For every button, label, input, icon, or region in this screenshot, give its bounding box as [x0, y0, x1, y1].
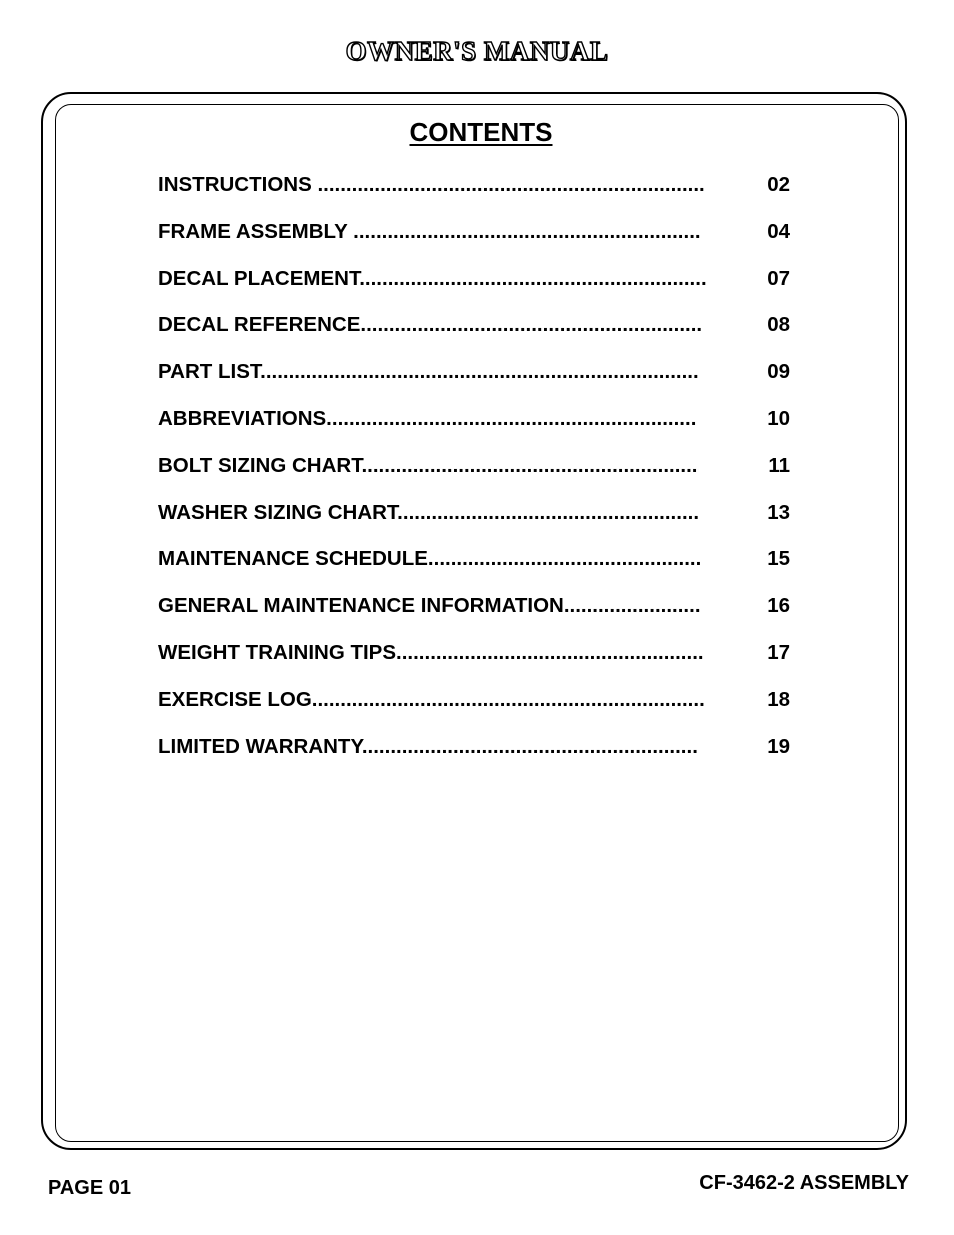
toc-entry-bolt-sizing-chart	[158, 454, 790, 501]
manual-title: OWNER'S MANUAL	[345, 36, 609, 66]
toc-entry-title: INSTRUCTIONS ....................................................................	[158, 173, 705, 196]
toc-entry-title: LIMITED WARRANTY...........................................................	[158, 734, 698, 758]
toc-entry-page: 04	[767, 219, 790, 243]
toc-entry-title: FRAME ASSEMBLY .............................................................	[158, 219, 701, 243]
toc-entry-page: 11	[768, 453, 790, 477]
toc-entry-title: BOLT SIZING CHART...........................................................	[158, 453, 698, 477]
contents-heading: CONTENTS	[409, 117, 553, 147]
toc-entry-exercise-log	[158, 688, 790, 735]
toc-entry-title: ABBREVIATIONS.................................................................	[158, 406, 697, 430]
toc-entry-decal-placement	[158, 267, 790, 314]
model-label: CF-3462-2 ASSEMBLY	[699, 1172, 909, 1194]
toc-entry-decal-reference	[158, 313, 790, 360]
toc-entry-weight-training-tips	[158, 641, 790, 688]
toc-entry-page: 19	[767, 734, 790, 758]
toc-entry-instructions	[158, 173, 790, 220]
toc-entry-page: 18	[767, 687, 790, 711]
toc-entry-abbreviations	[158, 407, 790, 454]
toc-entry-title: DECAL REFERENCE............................................................	[158, 313, 703, 337]
toc-entry-title: WEIGHT TRAINING TIPS......................................................	[158, 640, 704, 664]
toc-entry-title: WASHER SIZING CHART.....................................................	[158, 500, 700, 524]
toc-entry-limited-warranty	[158, 735, 790, 782]
toc-entry-title: MAINTENANCE SCHEDULE................................................	[158, 547, 702, 571]
toc-entry-title: GENERAL MAINTENANCE INFORMATION........................	[158, 594, 701, 618]
toc-entry-page: 09	[767, 360, 790, 384]
toc-entry-title: DECAL PLACEMENT.............................................................	[158, 266, 707, 290]
toc-entry-page: 02	[767, 173, 790, 196]
toc-entry-page: 16	[767, 594, 790, 618]
toc-entry-page: 13	[767, 500, 790, 524]
toc-entry-title: EXERCISE LOG.....................................................................	[158, 687, 705, 711]
toc-entry-title: PART LIST.............................................................................	[158, 360, 699, 384]
toc-entry-page: 10	[767, 406, 790, 430]
table-of-contents	[158, 173, 790, 781]
toc-entry-page: 07	[767, 266, 790, 290]
toc-entry-part-list	[158, 360, 790, 407]
toc-entry-frame-assembly	[158, 220, 790, 267]
toc-entry-page: 08	[767, 313, 790, 337]
toc-entry-washer-sizing-chart	[158, 501, 790, 548]
toc-entry-page: 17	[767, 640, 790, 664]
page-number: PAGE 01	[48, 1177, 131, 1199]
toc-entry-maintenance-schedule	[158, 547, 790, 594]
toc-entry-general-maintenance-information	[158, 594, 790, 641]
toc-entry-page: 15	[767, 547, 790, 571]
